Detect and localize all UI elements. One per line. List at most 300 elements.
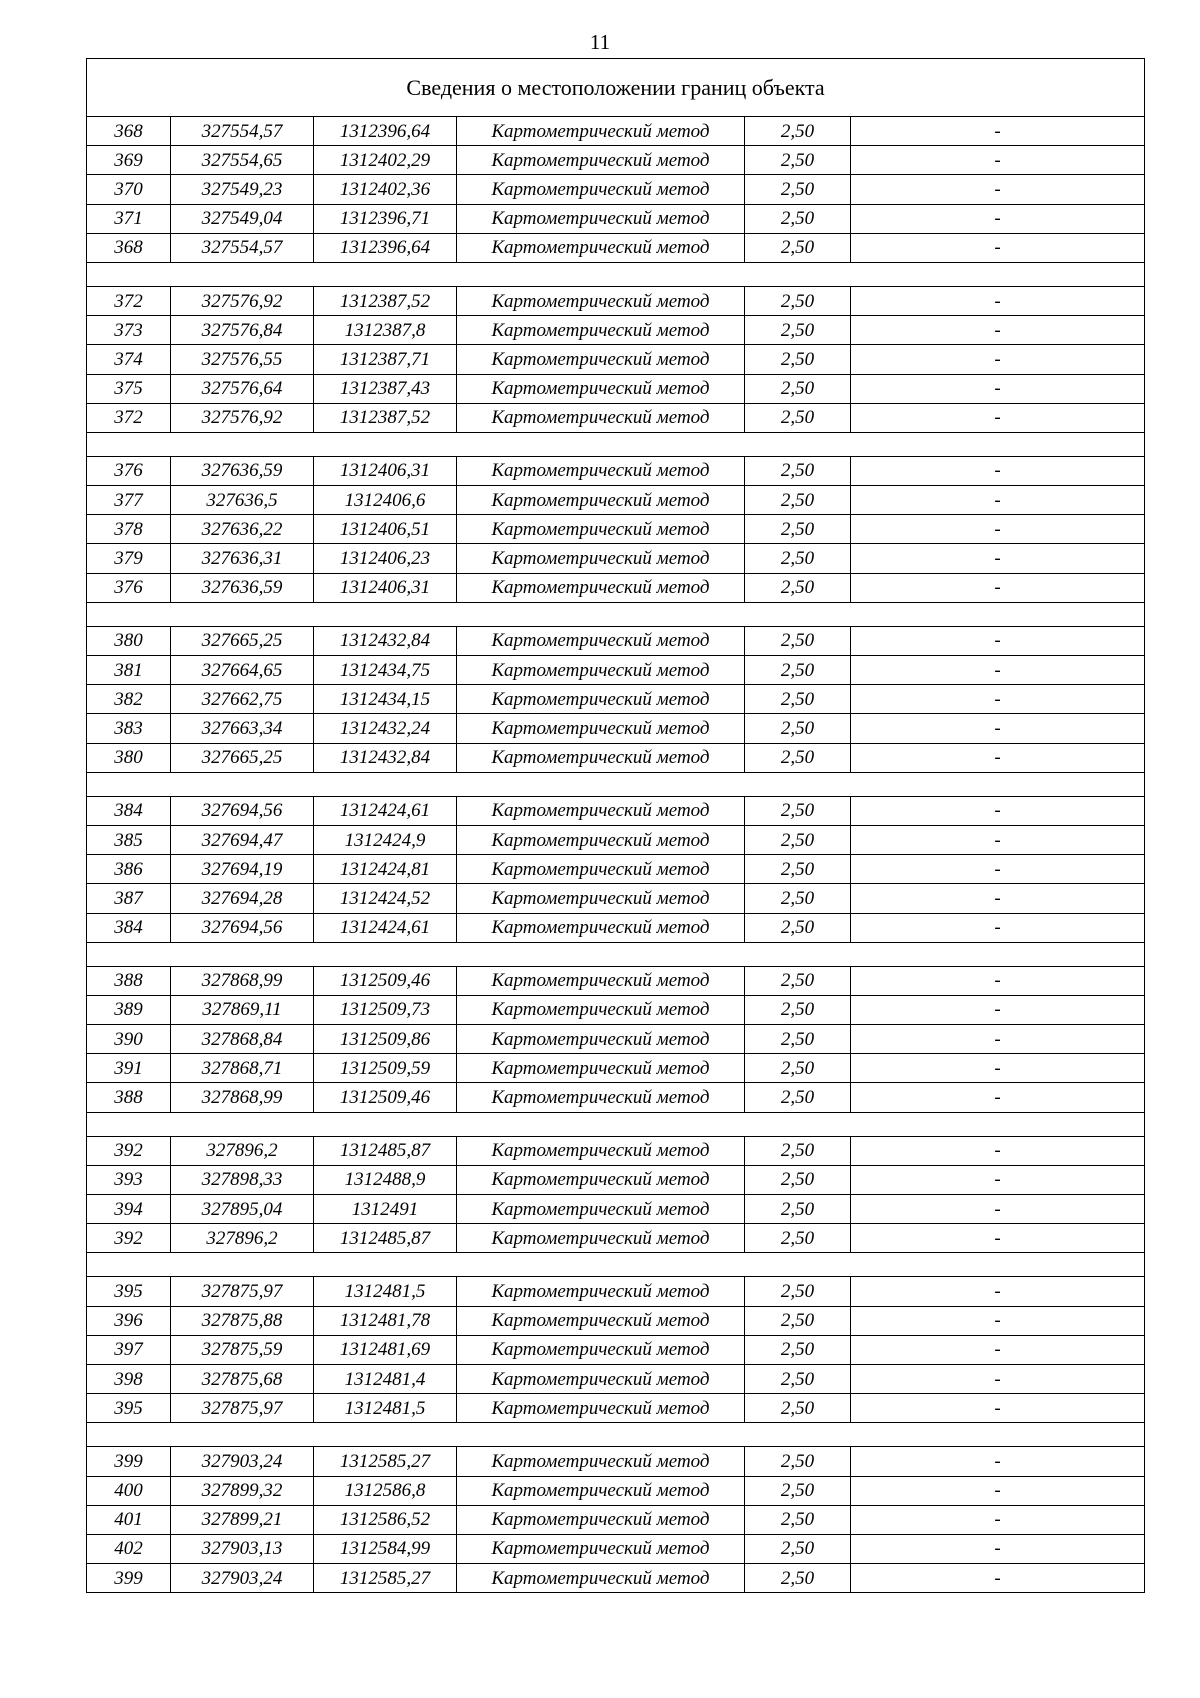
- y-coordinate-cell: 1312584,99: [314, 1534, 457, 1563]
- note-cell: -: [851, 685, 1145, 714]
- x-coordinate-cell: 327694,19: [171, 855, 314, 884]
- x-coordinate-cell: 327868,99: [171, 1083, 314, 1112]
- accuracy-cell: 2,50: [745, 1534, 851, 1563]
- point-number-cell: 374: [87, 345, 171, 374]
- method-cell: Картометрический метод: [457, 573, 745, 602]
- table-body: [87, 59, 1145, 1593]
- y-coordinate-cell: 1312424,61: [314, 913, 457, 942]
- accuracy-cell: 2,50: [745, 1447, 851, 1476]
- table-row: [87, 544, 1145, 573]
- point-number-cell: 390: [87, 1025, 171, 1054]
- method-cell: Картометрический метод: [457, 913, 745, 942]
- note-cell: -: [851, 573, 1145, 602]
- method-cell: Картометрический метод: [457, 486, 745, 515]
- y-coordinate-cell: 1312424,52: [314, 884, 457, 913]
- method-cell: Картометрический метод: [457, 966, 745, 995]
- y-coordinate-cell: 1312586,52: [314, 1505, 457, 1534]
- x-coordinate-cell: 327636,31: [171, 544, 314, 573]
- y-coordinate-cell: 1312481,4: [314, 1364, 457, 1393]
- x-coordinate-cell: 327868,99: [171, 966, 314, 995]
- point-number-cell: 396: [87, 1306, 171, 1335]
- note-cell: -: [851, 743, 1145, 772]
- point-number-cell: 388: [87, 966, 171, 995]
- accuracy-cell: 2,50: [745, 286, 851, 315]
- y-coordinate-cell: 1312424,81: [314, 855, 457, 884]
- accuracy-cell: 2,50: [745, 966, 851, 995]
- note-cell: -: [851, 714, 1145, 743]
- note-cell: -: [851, 1224, 1145, 1253]
- note-cell: -: [851, 204, 1145, 233]
- x-coordinate-cell: 327694,56: [171, 796, 314, 825]
- x-coordinate-cell: 327898,33: [171, 1165, 314, 1194]
- x-coordinate-cell: 327896,2: [171, 1136, 314, 1165]
- y-coordinate-cell: 1312387,43: [314, 374, 457, 403]
- note-cell: -: [851, 1165, 1145, 1194]
- point-number-cell: 372: [87, 403, 171, 432]
- y-coordinate-cell: 1312406,31: [314, 573, 457, 602]
- table-row: [87, 146, 1145, 175]
- method-cell: Картометрический метод: [457, 1306, 745, 1335]
- accuracy-cell: 2,50: [745, 1476, 851, 1505]
- note-cell: -: [851, 403, 1145, 432]
- accuracy-cell: 2,50: [745, 1335, 851, 1364]
- accuracy-cell: 2,50: [745, 1277, 851, 1306]
- point-number-cell: 368: [87, 233, 171, 262]
- method-cell: Картометрический метод: [457, 1277, 745, 1306]
- page-number: 11: [589, 30, 611, 54]
- table-row: [87, 316, 1145, 345]
- note-cell: -: [851, 1534, 1145, 1563]
- x-coordinate-cell: 327664,65: [171, 656, 314, 685]
- method-cell: Картометрический метод: [457, 146, 745, 175]
- accuracy-cell: 2,50: [745, 515, 851, 544]
- table-row: [87, 855, 1145, 884]
- x-coordinate-cell: 327576,55: [171, 345, 314, 374]
- table-row: [87, 1505, 1145, 1534]
- point-number-cell: 380: [87, 743, 171, 772]
- group-separator-row: [87, 602, 1145, 626]
- table-row: [87, 117, 1145, 146]
- table-row: [87, 796, 1145, 825]
- table-row: [87, 1394, 1145, 1423]
- accuracy-cell: 2,50: [745, 486, 851, 515]
- accuracy-cell: 2,50: [745, 1165, 851, 1194]
- x-coordinate-cell: 327554,57: [171, 117, 314, 146]
- table-row: [87, 1564, 1145, 1593]
- accuracy-cell: 2,50: [745, 1394, 851, 1423]
- point-number-cell: 375: [87, 374, 171, 403]
- table-row: [87, 1136, 1145, 1165]
- x-coordinate-cell: 327869,11: [171, 995, 314, 1024]
- method-cell: Картометрический метод: [457, 1564, 745, 1593]
- accuracy-cell: 2,50: [745, 714, 851, 743]
- y-coordinate-cell: 1312424,9: [314, 825, 457, 854]
- group-separator-cell: [87, 262, 1145, 286]
- x-coordinate-cell: 327694,47: [171, 825, 314, 854]
- accuracy-cell: 2,50: [745, 1136, 851, 1165]
- method-cell: Картометрический метод: [457, 175, 745, 204]
- table-row: [87, 286, 1145, 315]
- point-number-cell: 376: [87, 456, 171, 485]
- point-number-cell: 368: [87, 117, 171, 146]
- note-cell: -: [851, 456, 1145, 485]
- y-coordinate-cell: 1312509,86: [314, 1025, 457, 1054]
- method-cell: Картометрический метод: [457, 544, 745, 573]
- y-coordinate-cell: 1312424,61: [314, 796, 457, 825]
- x-coordinate-cell: 327576,92: [171, 286, 314, 315]
- y-coordinate-cell: 1312402,36: [314, 175, 457, 204]
- group-separator-row: [87, 1253, 1145, 1277]
- y-coordinate-cell: 1312509,59: [314, 1054, 457, 1083]
- point-number-cell: 380: [87, 626, 171, 655]
- y-coordinate-cell: 1312481,5: [314, 1277, 457, 1306]
- x-coordinate-cell: 327576,84: [171, 316, 314, 345]
- point-number-cell: 389: [87, 995, 171, 1024]
- y-coordinate-cell: 1312402,29: [314, 146, 457, 175]
- point-number-cell: 372: [87, 286, 171, 315]
- point-number-cell: 394: [87, 1195, 171, 1224]
- note-cell: -: [851, 966, 1145, 995]
- method-cell: Картометрический метод: [457, 855, 745, 884]
- method-cell: Картометрический метод: [457, 117, 745, 146]
- x-coordinate-cell: 327903,24: [171, 1447, 314, 1476]
- point-number-cell: 369: [87, 146, 171, 175]
- method-cell: Картометрический метод: [457, 1335, 745, 1364]
- x-coordinate-cell: 327868,84: [171, 1025, 314, 1054]
- x-coordinate-cell: 327875,88: [171, 1306, 314, 1335]
- note-cell: -: [851, 884, 1145, 913]
- accuracy-cell: 2,50: [745, 743, 851, 772]
- y-coordinate-cell: 1312406,51: [314, 515, 457, 544]
- table-row: [87, 1054, 1145, 1083]
- point-number-cell: 398: [87, 1364, 171, 1393]
- method-cell: Картометрический метод: [457, 515, 745, 544]
- group-separator-cell: [87, 1423, 1145, 1447]
- method-cell: Картометрический метод: [457, 1054, 745, 1083]
- point-number-cell: 393: [87, 1165, 171, 1194]
- accuracy-cell: 2,50: [745, 995, 851, 1024]
- group-separator-row: [87, 262, 1145, 286]
- y-coordinate-cell: 1312509,46: [314, 966, 457, 995]
- point-number-cell: 370: [87, 175, 171, 204]
- note-cell: -: [851, 1306, 1145, 1335]
- point-number-cell: 399: [87, 1447, 171, 1476]
- point-number-cell: 392: [87, 1224, 171, 1253]
- table-row: [87, 966, 1145, 995]
- method-cell: Картометрический метод: [457, 204, 745, 233]
- y-coordinate-cell: 1312481,5: [314, 1394, 457, 1423]
- method-cell: Картометрический метод: [457, 1394, 745, 1423]
- method-cell: Картометрический метод: [457, 316, 745, 345]
- table-row: [87, 573, 1145, 602]
- note-cell: -: [851, 286, 1145, 315]
- method-cell: Картометрический метод: [457, 685, 745, 714]
- method-cell: Картометрический метод: [457, 884, 745, 913]
- x-coordinate-cell: 327636,5: [171, 486, 314, 515]
- y-coordinate-cell: 1312509,73: [314, 995, 457, 1024]
- note-cell: -: [851, 1564, 1145, 1593]
- x-coordinate-cell: 327895,04: [171, 1195, 314, 1224]
- x-coordinate-cell: 327899,32: [171, 1476, 314, 1505]
- note-cell: -: [851, 1136, 1145, 1165]
- group-separator-cell: [87, 772, 1145, 796]
- accuracy-cell: 2,50: [745, 374, 851, 403]
- point-number-cell: 377: [87, 486, 171, 515]
- x-coordinate-cell: 327636,59: [171, 456, 314, 485]
- table-title: Сведения о местоположении границ объекта: [87, 59, 1145, 117]
- accuracy-cell: 2,50: [745, 884, 851, 913]
- table-row: [87, 1335, 1145, 1364]
- x-coordinate-cell: 327549,23: [171, 175, 314, 204]
- y-coordinate-cell: 1312586,8: [314, 1476, 457, 1505]
- x-coordinate-cell: 327903,13: [171, 1534, 314, 1563]
- accuracy-cell: 2,50: [745, 796, 851, 825]
- accuracy-cell: 2,50: [745, 345, 851, 374]
- point-number-cell: 392: [87, 1136, 171, 1165]
- x-coordinate-cell: 327576,92: [171, 403, 314, 432]
- method-cell: Картометрический метод: [457, 1083, 745, 1112]
- point-number-cell: 384: [87, 913, 171, 942]
- accuracy-cell: 2,50: [745, 175, 851, 204]
- x-coordinate-cell: 327903,24: [171, 1564, 314, 1593]
- accuracy-cell: 2,50: [745, 316, 851, 345]
- note-cell: -: [851, 913, 1145, 942]
- y-coordinate-cell: 1312491: [314, 1195, 457, 1224]
- x-coordinate-cell: 327875,59: [171, 1335, 314, 1364]
- point-number-cell: 378: [87, 515, 171, 544]
- accuracy-cell: 2,50: [745, 656, 851, 685]
- accuracy-cell: 2,50: [745, 855, 851, 884]
- point-number-cell: 381: [87, 656, 171, 685]
- accuracy-cell: 2,50: [745, 626, 851, 655]
- x-coordinate-cell: 327636,22: [171, 515, 314, 544]
- method-cell: Картометрический метод: [457, 345, 745, 374]
- note-cell: -: [851, 1394, 1145, 1423]
- method-cell: Картометрический метод: [457, 714, 745, 743]
- accuracy-cell: 2,50: [745, 204, 851, 233]
- point-number-cell: 388: [87, 1083, 171, 1112]
- x-coordinate-cell: 327549,04: [171, 204, 314, 233]
- accuracy-cell: 2,50: [745, 1224, 851, 1253]
- table-row: [87, 825, 1145, 854]
- table-row: [87, 884, 1145, 913]
- y-coordinate-cell: 1312488,9: [314, 1165, 457, 1194]
- y-coordinate-cell: 1312406,6: [314, 486, 457, 515]
- note-cell: -: [851, 1447, 1145, 1476]
- point-number-cell: 397: [87, 1335, 171, 1364]
- x-coordinate-cell: 327875,97: [171, 1394, 314, 1423]
- table-row: [87, 456, 1145, 485]
- note-cell: -: [851, 1364, 1145, 1393]
- note-cell: -: [851, 1054, 1145, 1083]
- method-cell: Картометрический метод: [457, 825, 745, 854]
- x-coordinate-cell: 327665,25: [171, 626, 314, 655]
- y-coordinate-cell: 1312396,64: [314, 117, 457, 146]
- x-coordinate-cell: 327875,97: [171, 1277, 314, 1306]
- method-cell: Картометрический метод: [457, 1025, 745, 1054]
- y-coordinate-cell: 1312387,8: [314, 316, 457, 345]
- accuracy-cell: 2,50: [745, 1306, 851, 1335]
- group-separator-row: [87, 1423, 1145, 1447]
- method-cell: Картометрический метод: [457, 1476, 745, 1505]
- accuracy-cell: 2,50: [745, 1364, 851, 1393]
- table-row: [87, 374, 1145, 403]
- method-cell: Картометрический метод: [457, 1447, 745, 1476]
- table-row: [87, 175, 1145, 204]
- note-cell: -: [851, 117, 1145, 146]
- table-row: [87, 1224, 1145, 1253]
- accuracy-cell: 2,50: [745, 913, 851, 942]
- y-coordinate-cell: 1312387,52: [314, 286, 457, 315]
- table-row: [87, 1306, 1145, 1335]
- y-coordinate-cell: 1312432,84: [314, 743, 457, 772]
- point-number-cell: 401: [87, 1505, 171, 1534]
- y-coordinate-cell: 1312481,78: [314, 1306, 457, 1335]
- method-cell: Картометрический метод: [457, 995, 745, 1024]
- accuracy-cell: 2,50: [745, 1054, 851, 1083]
- table-row: [87, 1165, 1145, 1194]
- y-coordinate-cell: 1312434,15: [314, 685, 457, 714]
- method-cell: Картометрический метод: [457, 1195, 745, 1224]
- point-number-cell: 371: [87, 204, 171, 233]
- note-cell: -: [851, 1505, 1145, 1534]
- x-coordinate-cell: 327896,2: [171, 1224, 314, 1253]
- accuracy-cell: 2,50: [745, 1195, 851, 1224]
- x-coordinate-cell: 327576,64: [171, 374, 314, 403]
- table-row: [87, 515, 1145, 544]
- group-separator-cell: [87, 1112, 1145, 1136]
- table-row: [87, 685, 1145, 714]
- note-cell: -: [851, 855, 1145, 884]
- note-cell: -: [851, 1476, 1145, 1505]
- point-number-cell: 383: [87, 714, 171, 743]
- table-row: [87, 714, 1145, 743]
- point-number-cell: 395: [87, 1394, 171, 1423]
- method-cell: Картометрический метод: [457, 1136, 745, 1165]
- accuracy-cell: 2,50: [745, 117, 851, 146]
- method-cell: Картометрический метод: [457, 1364, 745, 1393]
- group-separator-cell: [87, 602, 1145, 626]
- note-cell: -: [851, 146, 1145, 175]
- x-coordinate-cell: 327665,25: [171, 743, 314, 772]
- accuracy-cell: 2,50: [745, 573, 851, 602]
- group-separator-cell: [87, 1253, 1145, 1277]
- note-cell: -: [851, 1277, 1145, 1306]
- y-coordinate-cell: 1312406,23: [314, 544, 457, 573]
- group-separator-cell: [87, 432, 1145, 456]
- table-row: [87, 656, 1145, 685]
- accuracy-cell: 2,50: [745, 233, 851, 262]
- point-number-cell: 382: [87, 685, 171, 714]
- y-coordinate-cell: 1312585,27: [314, 1447, 457, 1476]
- x-coordinate-cell: 327899,21: [171, 1505, 314, 1534]
- method-cell: Картометрический метод: [457, 456, 745, 485]
- point-number-cell: 376: [87, 573, 171, 602]
- x-coordinate-cell: 327662,75: [171, 685, 314, 714]
- method-cell: Картометрический метод: [457, 1165, 745, 1194]
- accuracy-cell: 2,50: [745, 1564, 851, 1593]
- point-number-cell: 395: [87, 1277, 171, 1306]
- method-cell: Картометрический метод: [457, 656, 745, 685]
- group-separator-row: [87, 942, 1145, 966]
- note-cell: -: [851, 544, 1145, 573]
- method-cell: Картометрический метод: [457, 1224, 745, 1253]
- group-separator-row: [87, 1112, 1145, 1136]
- table-row: [87, 913, 1145, 942]
- point-number-cell: 399: [87, 1564, 171, 1593]
- point-number-cell: 379: [87, 544, 171, 573]
- y-coordinate-cell: 1312509,46: [314, 1083, 457, 1112]
- point-number-cell: 400: [87, 1476, 171, 1505]
- x-coordinate-cell: 327554,57: [171, 233, 314, 262]
- y-coordinate-cell: 1312387,52: [314, 403, 457, 432]
- table-row: [87, 486, 1145, 515]
- note-cell: -: [851, 233, 1145, 262]
- method-cell: Картометрический метод: [457, 233, 745, 262]
- accuracy-cell: 2,50: [745, 146, 851, 175]
- method-cell: Картометрический метод: [457, 374, 745, 403]
- table-row: [87, 626, 1145, 655]
- point-number-cell: 402: [87, 1534, 171, 1563]
- note-cell: -: [851, 1335, 1145, 1364]
- table-row: [87, 1195, 1145, 1224]
- note-cell: -: [851, 656, 1145, 685]
- y-coordinate-cell: 1312432,84: [314, 626, 457, 655]
- note-cell: -: [851, 1025, 1145, 1054]
- y-coordinate-cell: 1312396,71: [314, 204, 457, 233]
- method-cell: Картометрический метод: [457, 743, 745, 772]
- x-coordinate-cell: 327636,59: [171, 573, 314, 602]
- y-coordinate-cell: 1312406,31: [314, 456, 457, 485]
- point-number-cell: 386: [87, 855, 171, 884]
- boundary-coordinates-table: [86, 58, 1145, 1593]
- group-separator-row: [87, 432, 1145, 456]
- accuracy-cell: 2,50: [745, 1505, 851, 1534]
- group-separator-cell: [87, 942, 1145, 966]
- y-coordinate-cell: 1312485,87: [314, 1224, 457, 1253]
- table-row: [87, 1083, 1145, 1112]
- y-coordinate-cell: 1312485,87: [314, 1136, 457, 1165]
- method-cell: Картометрический метод: [457, 1534, 745, 1563]
- table-row: [87, 1025, 1145, 1054]
- x-coordinate-cell: 327868,71: [171, 1054, 314, 1083]
- point-number-cell: 387: [87, 884, 171, 913]
- y-coordinate-cell: 1312434,75: [314, 656, 457, 685]
- point-number-cell: 391: [87, 1054, 171, 1083]
- note-cell: -: [851, 825, 1145, 854]
- accuracy-cell: 2,50: [745, 544, 851, 573]
- table-title-row: [87, 59, 1145, 117]
- note-cell: -: [851, 316, 1145, 345]
- method-cell: Картометрический метод: [457, 796, 745, 825]
- accuracy-cell: 2,50: [745, 403, 851, 432]
- table-row: [87, 1447, 1145, 1476]
- table-row: [87, 1534, 1145, 1563]
- table-row: [87, 1364, 1145, 1393]
- y-coordinate-cell: 1312585,27: [314, 1564, 457, 1593]
- note-cell: -: [851, 486, 1145, 515]
- note-cell: -: [851, 515, 1145, 544]
- note-cell: -: [851, 345, 1145, 374]
- table-row: [87, 995, 1145, 1024]
- point-number-cell: 384: [87, 796, 171, 825]
- note-cell: -: [851, 175, 1145, 204]
- y-coordinate-cell: 1312481,69: [314, 1335, 457, 1364]
- note-cell: -: [851, 995, 1145, 1024]
- table-row: [87, 233, 1145, 262]
- method-cell: Картометрический метод: [457, 1505, 745, 1534]
- x-coordinate-cell: 327694,28: [171, 884, 314, 913]
